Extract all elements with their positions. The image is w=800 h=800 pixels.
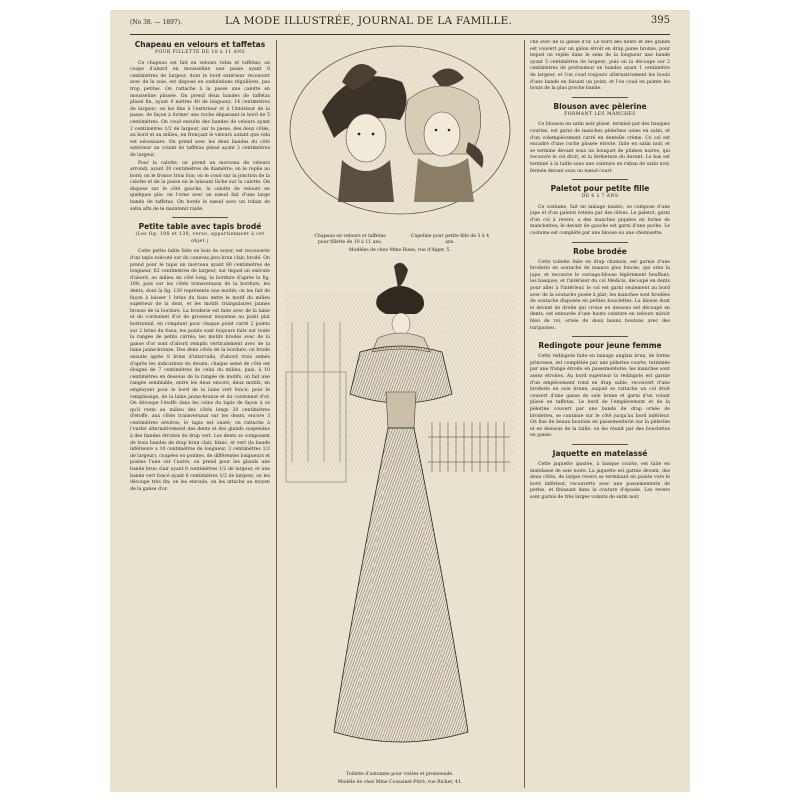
table-article-body: Cette petite table faite en bois de noyer, est recouverte d'un tapis exécuté sur du canevas java brun clair, brodé. On prend pour le tapis un morceau ayant 80 centimètres de longueur, 62 centimètres de largeur, sur lequel on exécute d'abord, au milieu du côté long, la bordure d'après la fig. 108; puis sur les côtés transversaux de la bordure, les dents, dont la fig. 130 représente une moitié; on les fait de façon à laisser 1 brins du tissu entre le motif du milieu supérieur de la dent, et les motifs triangulaires jaunes bronze de la bordure. La broderie est faite avec de la laine et du cordonnet d'or de grosseur moyenne au point plat horizontal, en comptant pour chaque point carré 2 points sur 2 brins du tissu; les points sont toujours faits sur toute la rangée de petits carrés; les motifs brodés avec de la ganse d'or sont d'abord remplis verticalement avec de la laine jaune-bronze. Des deux côtés de la bordure, on brode ensuite après 8 brins d'intervalle, d'abord trois semés d'après les indications du dessin; chaque semé de côté est éloigné de 7 centimètres de celui du milieu; puis, à 10 centimètres en dessous de la rangée de motifs, on fait une rangée semblable; entre les deux encore, deux motifs, en employant pour le bord de la laine vert foncé; pour le remplissage, de la laine jaune-bronze et du cordonnet d'or. On découpe l'étoffe dans les coins du tapis de façon à ce qu'il reste au milieu des côtés longs 20 centimètres d'étoffe, aux côtés transversaux sur les dents, encore 3 centimètres environ; le tapis est ouaté; on rattache à l'ourlet alternativement des dents et des glands suspendus à des bandes étroites de drap vert. Les dents se composent de trois bandes de drap brun clair, blanc, et vert (la bande inférieure a 10 centimètres de longueur, 3 centimètres 1/2 de largeur), coupées en pointes, de différentes longueurs et posées l'une sur l'autre; on prend pour les glands une bande brun clair ayant 8 centimètres 1/2 de largeur, et une bande vert foncé ayant 6 centimètres 1/2 de largeur; on les découpe très fin; on les enroule, on les attache au moyen de la ganse d'or. [130, 249, 270, 492]
jaquette-heading: Jaquette en matelassé [552, 448, 648, 458]
hat-article-body: Ce chapeau est fait en velours rubis et taffetas; on coupe d'abord en mousseline une passe ayant 8 centimètres de largeur, dont le bord extérieur recouvert avec de la soie, est disposé en ondulations régulières, pas trop petites. On rattache à la passe une calotte en mousseline plissée. On prend deux bandes de taffetas plissé fin, ayant 4 mètres 40 de longueur, 14 centimètres de largeur; on les fixe à l'extérieur et à l'intérieur de la passe, de façon à former une ruche dépassant le bord de 5 centimètres. On coud ensuite des bandes de velours ayant 2 centimètres 1/2 de largeur, sur la passe, des deux côtés, au bord et au milieu, en fronçant le velours autant que cela est nécessaire. On prend avec les deux bandes du côté extérieur un volant de taffetas plissé ayant 3 centimètres de largeur. [130, 60, 270, 158]
hat-article-heading: Chapeau en velours et taffetas [134, 40, 266, 49]
issue-number: (No 38. — 1897). [130, 19, 182, 26]
page-header [130, 10, 670, 35]
robe-body: Cette toilette faite en drap chamois, est garnie d'une broderie en soutache de nuance plus foncée, qui orne la jupe, et recouvre le corsage-blouse légèrement bouffant; les basques, et l'intérieur du col Médicis, découpé en dents pour aller à l'intérieur, le col est garni seulement au bord avec de la soutache posée à plat; les manches sont brodées de soutache disposée en petites bouclettes. La blouse dont le devant de droite qui croise en dessous est découpé en dents, est entourée d'une haute ceinture en velours miroir bleu de roi, ornée de deux beaux boutons avec des turquoises. [530, 259, 670, 331]
column-rule-right [524, 40, 525, 788]
redingote-heading: Redingote pour jeune femme [538, 341, 662, 351]
page-number: 395 [650, 15, 670, 26]
toilette-caption-title: Toilette d'automne pour visites et promenade. [346, 772, 454, 777]
section-divider [172, 217, 228, 218]
hat-article-subheading: POUR FILLETTE DE 10 à 11 ANS [154, 50, 246, 55]
left-column [130, 40, 270, 788]
right-column [530, 40, 670, 788]
hats-illustration [282, 42, 518, 242]
section-divider [572, 444, 628, 445]
right-intro-text: che avec de la ganse d'or. Le bord des dents et des glands est couvert par un galon étroit en drap jaune bronze, pour lequel on replie dans le sens de la longueur une bande ayant 5 centimètres de largeur; puis on la découpe sur 2 centimètres de profondeur en bandes ayant 1 centimètre de largeur, et l'on coud toujours alternativement les bouts d'une bande en faisant un point; et l'on coud en pointe les bouts de la plus proche bande. [530, 40, 670, 92]
blouson-body: Ce blouson en satin noir plissé, terminé par des basques courtes, est garni de manches pèlerines unies en satin, et d'un colempiècement carré en dentelle crème. Ce col est encadré d'une ruche plissée étroite, faite en satin noir, et se termine devant sous un bouquet de plumes noires, qui recouvre le col droit, et la fermeture du devant. Le bas est terminé à la taille sous une ceinture en ruban de satin noir, fermée devant sous un nœud court. [530, 122, 670, 174]
blouson-heading: Blouson avec pèlerine [553, 101, 647, 111]
hats-engraving [282, 42, 518, 242]
toilette-caption-credit: Modèle de chez Mme Coussinet-Pitré, rue Richer, 41. [337, 780, 463, 785]
section-divider [572, 179, 628, 180]
paletot-subheading: DE 6 à 7 ANS [581, 194, 619, 200]
magazine-page [110, 10, 690, 792]
hats-caption-left: Chapeau en velours et taffetas pour fillette de 10 à 11 ans. [314, 234, 386, 245]
section-divider [572, 336, 628, 337]
toilette-engraving [282, 262, 518, 770]
section-divider [572, 242, 628, 243]
paletot-heading: Paletot pour petite fille [550, 184, 650, 194]
column-rule-left [276, 40, 277, 788]
hats-caption-right: Capeline pour petite fille de 3 à 4 ans. [410, 234, 490, 245]
toilette-illustration [282, 262, 518, 770]
section-divider [572, 97, 628, 98]
hat-article-body-2: Pour la calotte, on prend un morceau de velours arrondi, ayant 30 centimètres de diamètre; on le replie au bord; on le fronce trois fois; on le coud sur la jonction de la calotte et de la passe en le laissant lâche sur la calotte. On dispose sur le côté gauche, la calotte de velours en quelques plis; on l'orne avec un nœud fait d'une large bande de taffetas. On borde le nœud avec un ruban de satin afin de le maintenir raide. [130, 160, 270, 212]
journal-title: LA MODE ILLUSTRÉE, JOURNAL DE LA FAMILLE. [225, 15, 513, 27]
table-article-heading: Petite table avec tapis brodé [138, 222, 262, 232]
redingote-body: Cette redingote faite en lainage anglais brun, de forme princesse, est complétée par une pèlerine courte, terminée par une frange étroite en passementerie; les manches sont assez étroites. Au bord supérieur la redingote est garnie d'un empiècement rond en drap sable, recouvert d'une broderie en soie brune, auquel se rattache un col droit couvert d'une ganse de soie brune et garni d'un volant plissé en taffetas. Le bord de l'empiècement et de la pèlerine couvert par une bande de drap ornée de broderies, se continue sur le côté jusqu'au bord inférieur. On fixe de beaux boutons en passementerie sur la pèlerine et en dessous de la taille; on les réunit par des bouclettes en ganse. [530, 354, 670, 439]
table-article-subheading: (Les fig. 108 et 130, verso, appartiennent à cet objet.) [135, 232, 265, 244]
robe-heading: Robe brodée [573, 246, 627, 256]
blouson-subheading: FORMANT LES MANCHES [564, 111, 636, 117]
hats-caption-credit: Modèles de chez Mme Risse, rue d'Alger, 5. [349, 248, 451, 253]
jaquette-body: Cette jaquette ajustée, à basque courte, est faite en matelassé de soie noire. La jaquette est garnie devant, des deux côtés, de larges revers se terminant en pointe vers le bord inférieur, recouverts avec une passementerie de perles, et finissant dans la couture d'épaule. Les revers sont garnis de très larges volants de satin noir, [530, 461, 670, 500]
paletot-body: Ce costume, fait en lainage mastic, se compose d'une jupe et d'un paletot retenu par des olives. Le paletot, garni d'un col à revers, a des manches piquées en forme de manchettes; le devant de gauche est garni d'une poche. Le costume est complété par une blouse ou une chemisette. [530, 204, 670, 237]
